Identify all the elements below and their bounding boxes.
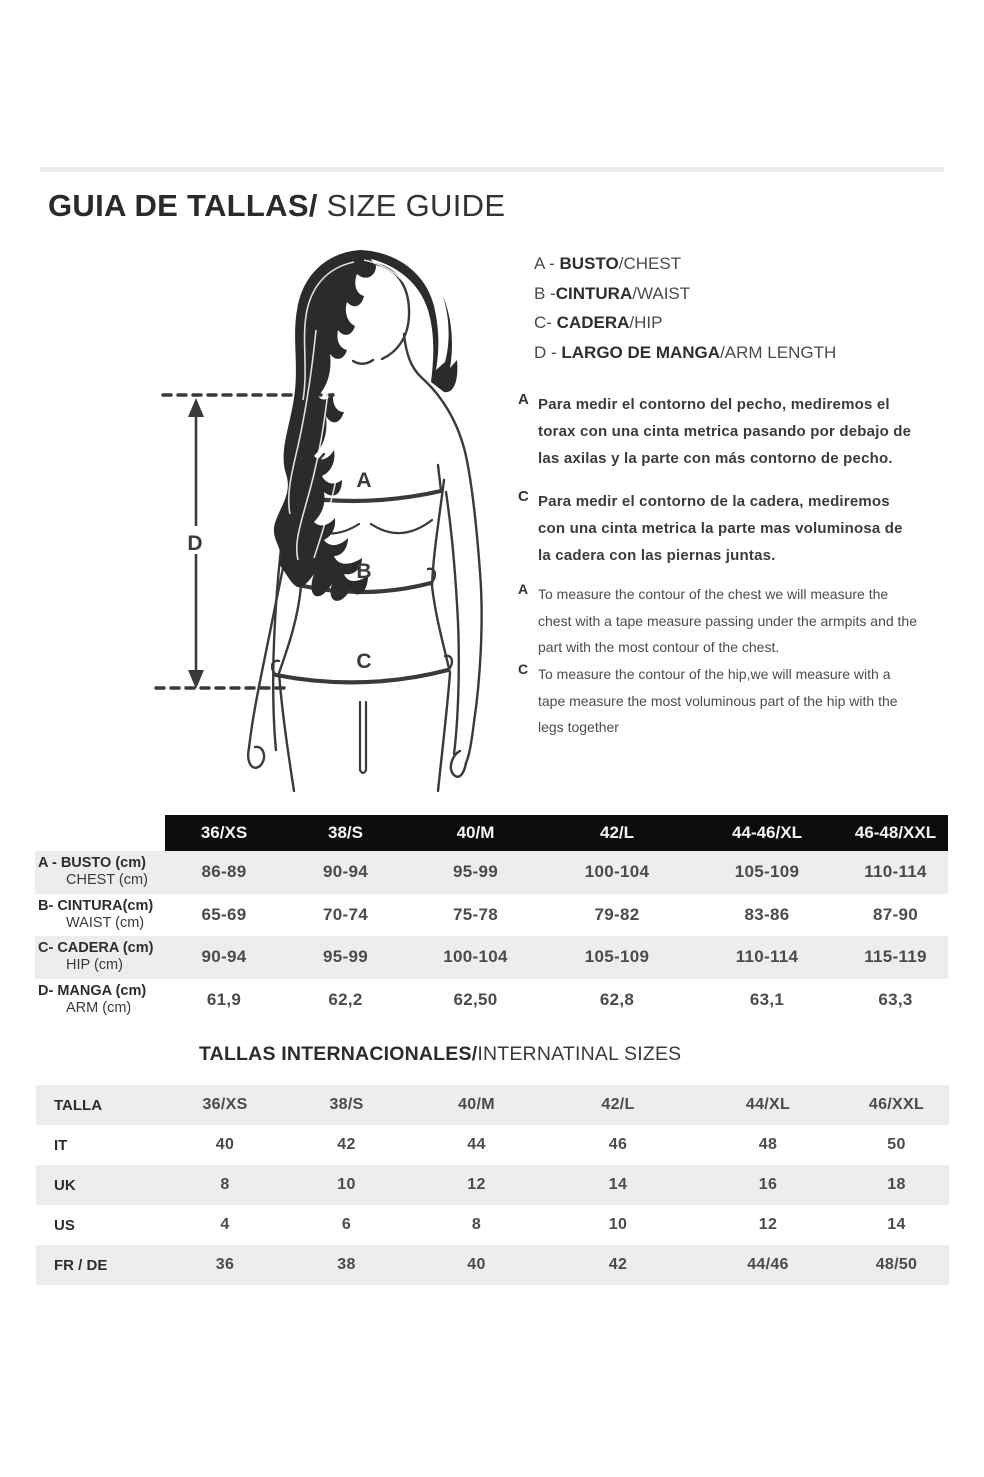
table-cell: 38/S (329, 1096, 364, 1113)
table-row-frde (36, 1245, 949, 1285)
row-label-en: ARM (cm) (66, 999, 132, 1016)
table-cell: 44 (467, 1136, 486, 1153)
table-cell: 48 (758, 1136, 778, 1153)
column-header: 40/M (408, 815, 543, 851)
measurements-table-header (35, 815, 948, 851)
right-hand (451, 751, 466, 777)
table-cell: 38 (337, 1256, 356, 1273)
table-row-bust (35, 851, 948, 894)
table-cell: 62,2 (328, 989, 363, 1009)
legend-letter: A - (534, 254, 560, 273)
row-label-es: A - BUSTO (cm) (38, 855, 146, 872)
table-cell: 4 (220, 1216, 230, 1233)
legend-item-bust (534, 254, 836, 284)
international-heading-es: TALLAS INTERNACIONALES/ (199, 1043, 478, 1065)
figure-woman-svg (148, 240, 523, 796)
legs-inner-line (360, 702, 366, 773)
instruction-en-chest (518, 581, 918, 661)
page-title-es: GUIA DE TALLAS/ (48, 188, 318, 223)
column-header: 42/L (543, 815, 691, 851)
table-cell: 12 (467, 1176, 486, 1193)
instruction-es-chest (518, 391, 918, 472)
table-cell: 18 (887, 1176, 906, 1193)
table-cell: 40/M (458, 1096, 495, 1113)
column-header: 38/S (283, 815, 408, 851)
instruction-marker: A (518, 581, 529, 597)
table-cell: 83-86 (744, 904, 790, 924)
instruction-text: Para medir el contorno del pecho, mediremos el torax con una cinta metrica pasando por debajo de las axilas y la parte con más contorno de pecho. (538, 396, 912, 467)
row-label-en: HIP (cm) (66, 957, 123, 974)
row-label: UK (54, 1176, 76, 1194)
row-label (35, 983, 165, 1017)
instruction-marker: C (518, 661, 529, 677)
table-row-talla (36, 1085, 949, 1125)
table-cell: 46/XXL (868, 1096, 925, 1113)
legend-item-hip (534, 313, 836, 343)
row-label: FR / DE (54, 1256, 108, 1274)
label-a: A (356, 469, 372, 492)
table-cell: 36 (215, 1256, 235, 1273)
table-cell: 40 (215, 1136, 235, 1153)
label-c: C (356, 650, 372, 673)
face-outline (376, 264, 409, 359)
instruction-marker: C (518, 488, 529, 505)
table-cell: 61,9 (206, 989, 242, 1009)
international-table (36, 1085, 949, 1285)
legend-term-es: CINTURA (555, 283, 633, 303)
table-cell: 42 (337, 1136, 356, 1153)
card-top-edge (40, 167, 944, 172)
legend-term-en: /WAIST (632, 283, 691, 303)
label-b: B (356, 560, 372, 583)
table-cell: 115-119 (864, 947, 927, 967)
table-cell: 95-99 (323, 947, 368, 967)
row-label-en: WAIST (cm) (66, 914, 145, 931)
table-cell: 70-74 (323, 904, 368, 924)
page-title-en: SIZE GUIDE (317, 188, 506, 223)
table-cell: 90-94 (201, 947, 247, 967)
table-cell: 63,1 (749, 989, 785, 1009)
column-header: 36/XS (165, 815, 283, 851)
row-label: TALLA (54, 1096, 103, 1114)
table-cell: 105-109 (584, 947, 650, 967)
legend-item-waist (534, 284, 836, 314)
table-cell: 87-90 (873, 904, 918, 924)
table-cell: 63,3 (878, 989, 913, 1009)
table-cell: 8 (471, 1216, 482, 1233)
instruction-text: Para medir el contorno de la cadera, mediremos con una cinta metrica la parte mas voluminosa de la cadera con las piernas juntas. (538, 493, 903, 564)
row-label-es: C- CADERA (cm) (38, 940, 154, 957)
table-cell: 46 (608, 1136, 628, 1153)
international-heading-en: INTERNATINAL SIZES (477, 1043, 682, 1065)
legend-letter: B - (534, 283, 556, 303)
right-shoulder-arm (404, 334, 482, 763)
table-cell: 36/XS (202, 1096, 248, 1113)
arrow-up-head (188, 398, 204, 417)
figure-woman-diagram (148, 240, 523, 796)
table-cell: 44/46 (747, 1256, 789, 1273)
legend-term-es: BUSTO (559, 254, 619, 273)
legend-term-en: /ARM LENGTH (720, 342, 837, 362)
table-cell: 10 (337, 1176, 356, 1193)
table-cell: 86-89 (201, 862, 247, 882)
instruction-marker: A (518, 391, 529, 408)
chin-line (353, 360, 373, 364)
table-cell: 42 (608, 1256, 628, 1273)
hair (274, 250, 457, 601)
table-cell: 62,8 (599, 989, 635, 1009)
international-heading (199, 1043, 681, 1066)
table-cell: 6 (341, 1216, 352, 1233)
table-cell: 48/50 (875, 1256, 918, 1273)
table-cell: 75-78 (453, 904, 498, 924)
label-d: D (187, 532, 203, 555)
band-a-right-tip (438, 465, 441, 491)
table-cell: 14 (887, 1216, 906, 1233)
left-hand (248, 747, 264, 768)
table-cell: 16 (758, 1176, 778, 1193)
measurement-legend (534, 254, 836, 372)
table-cell: 110-114 (735, 947, 799, 967)
page-title (48, 188, 505, 224)
legend-term-en: /HIP (629, 313, 663, 332)
table-cell: 62,50 (453, 989, 498, 1009)
torso-right (432, 480, 450, 791)
row-label (35, 855, 165, 889)
legend-letter: D - (534, 342, 562, 362)
table-cell: 12 (758, 1216, 778, 1233)
table-cell: 40 (467, 1256, 486, 1273)
table-cell: 42/L (601, 1096, 635, 1113)
row-label-en: CHEST (cm) (66, 872, 148, 889)
table-cell: 79-82 (594, 904, 640, 924)
instruction-text: To measure the contour of the chest we will measure the chest with a tape measure passing under the armpits and the part with the most contour of the chest. (538, 586, 917, 655)
table-row-hip (35, 936, 948, 979)
row-label (35, 940, 165, 974)
legend-item-arm (534, 343, 836, 373)
table-cell: 10 (608, 1216, 628, 1233)
table-row-it (36, 1125, 949, 1165)
table-cell: 110-114 (864, 862, 927, 882)
table-cell: 44/XL (745, 1096, 791, 1113)
row-label: IT (54, 1136, 68, 1154)
arrow-down-head (188, 670, 204, 689)
row-label-es: D- MANGA (cm) (38, 982, 147, 999)
column-header: 46-48/XXL (843, 815, 948, 851)
table-row-waist (35, 894, 948, 937)
legend-term-es: CADERA (556, 313, 630, 332)
right-arm-inner (446, 492, 459, 754)
table-row-uk (36, 1165, 949, 1205)
instruction-es-hip (518, 488, 918, 569)
table-row-arm (35, 979, 948, 1022)
table-cell: 95-99 (453, 862, 498, 882)
legend-term-es: LARGO DE MANGA (561, 342, 721, 362)
row-label: US (54, 1216, 75, 1234)
row-label-es: B- CINTURA(cm) (38, 897, 154, 914)
table-row-us (36, 1205, 949, 1245)
table-cell: 100-104 (584, 862, 650, 882)
table-cell: 50 (887, 1136, 906, 1153)
table-cell: 90-94 (323, 862, 368, 882)
measurements-table (35, 815, 948, 1021)
table-cell: 8 (220, 1176, 230, 1193)
row-label (35, 898, 165, 932)
table-cell: 14 (608, 1176, 628, 1193)
bust-curve-right (371, 520, 432, 533)
column-header: 44-46/XL (691, 815, 843, 851)
instruction-en-hip (518, 661, 918, 741)
instruction-text: To measure the contour of the hip,we will measure with a tape measure the most voluminous part of the hip with the legs together (538, 666, 898, 735)
table-cell: 65-69 (201, 904, 247, 924)
table-cell: 105-109 (734, 862, 800, 882)
legend-letter: C- (534, 313, 557, 332)
legend-term-en: /CHEST (618, 254, 682, 273)
table-cell: 100-104 (443, 947, 508, 967)
